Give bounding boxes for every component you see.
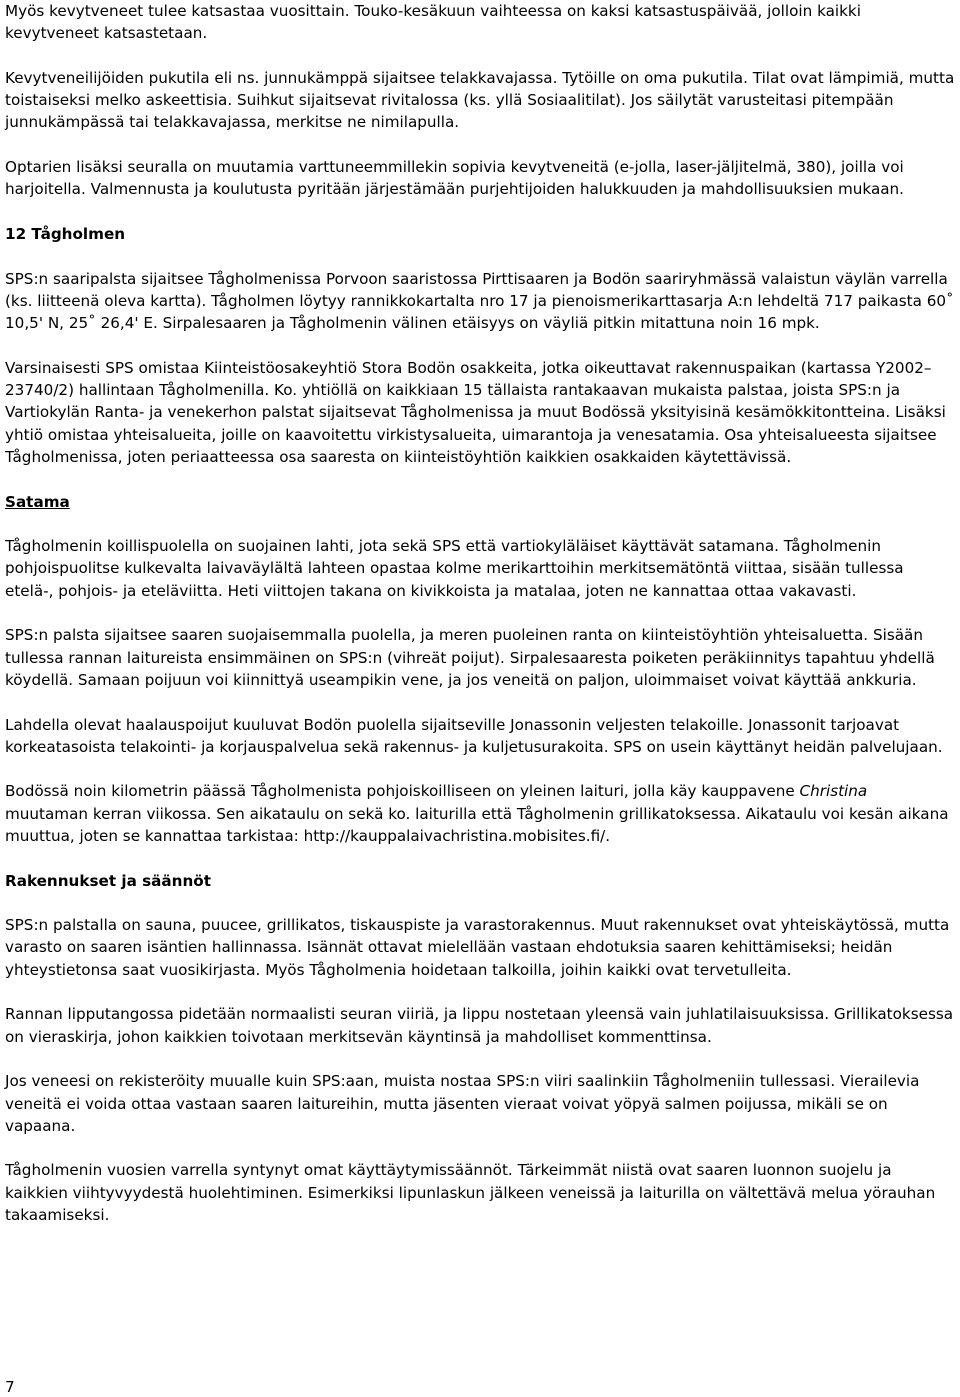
paragraph-satama-lahti: Tågholmenin koillispuolella on suojainen lahti, jota sekä SPS että vartiokyläläiset käyttävät satamana. Tågholmenin pohjoispuolitse kulkevalta laivaväylältä lahteen opastaa kolme merikarttoihin merkitsemätöntä viittaa, sisään tullessa etelä-, pohjois- ja eteläviitta. Heti viittojen takana on kivikkoista ja matalaa, joten ne kannattaa ottaa vakavasti. [5,537,904,600]
paragraph-satama-kauppavene [5,780,955,847]
paragraph-kevytveneet-optarit: Optarien lisäksi seuralla on muutamia varttuneemmillekin sopivia kevytveneitä (e-jolla, laser-jäljitelmä, 380), joilla voi harjoitella. Valmennusta ja koulutusta pyritään järjestämään purjehtijoiden halukkuuden ja mahdollisuuksien mukaan. [5,158,905,199]
paragraph-viiri: Jos veneesi on rekisteröity muualle kuin SPS:aan, muista nostaa SPS:n viiri saalinkiin Tågholmeniin tullessasi. Vierailevia veneitä ei voida ottaa vastaan saaren laitureihin, mutta jäsenten vieraat voivat yöpyä salmen poijussa, mikäli se on vapaana. [5,1072,920,1135]
kauppavene-text-after: muutaman kerran viikossa. Sen aikataulu on sekä ko. laiturilla että Tågholmenin grillikatoksessa. Aikataulu voi kesän aikana muuttua, joten se kannattaa tarkistaa: http://kauppalaivachristina.mobisites.fi/. [5,804,949,845]
boat-name-christina: Christina [799,782,868,801]
kauppavene-text-before: Bodössä noin kilometrin päässä Tågholmenista pohjoiskoilliseen on yleinen laituri, jolla käy kauppavene [5,782,795,801]
section-heading-tagholmen: 12 Tågholmen [5,224,126,243]
paragraph-lipputanko: Rannan lipputangossa pidetään normaalisti seuran viiriä, ja lippu nostetaan yleensä vain juhlatilaisuuksissa. Grillikatoksessa on vieraskirja, johon kaikkien toivotaan merkitsevän käyntinsä ja mahdolliset kommenttinsa. [5,1005,954,1046]
document-page [5,0,955,1226]
page-number: 7 [5,1378,15,1396]
paragraph-tagholmen-sijainti: SPS:n saaripalsta sijaitsee Tågholmenissa Porvoon saaristossa Pirttisaaren ja Bodön saariryhmässä valaistun väylän varrella (ks. liitteenä oleva kartta). Tågholmen löytyy rannikkokartalta nro 17 ja pienoismerikarttasarja A:n lehdeltä 717 paikasta 60˚ 10,5' N, 25˚ 26,4' E. Sirpalesaaren ja Tågholmenin välinen etäisyys on väyliä pitkin mitattuna noin 16 mpk. [5,269,954,333]
paragraph-pukutila: Kevytveneilijöiden pukutila eli ns. junnukämppä sijaitsee telakkavajassa. Tytöille on oma pukutila. Tilat ovat lämpimiä, mutta toistaiseksi melko askeettisia. Suihkut sijaitsevat rivitalossa (ks. yllä Sosiaalitilat). Jos säilytät varusteitasi pitempään junnukämpässä tai telakkavajassa, merkitse ne nimilapulla. [5,68,955,132]
paragraph-satama-palsta: SPS:n palsta sijaitsee saaren suojaisemmalla puolella, ja meren puoleinen ranta on kiinteistöyhtiön yhteisaluetta. Sisään tullessa rannan laitureista ensimmäinen on SPS:n (vihreät poijut). Sirpalesaaresta poiketen peräkiinnitys tapahtuu yhdellä köydellä. Samaan poijuun voi kiinnittyä useampikin vene, ja jos veneitä on paljon, uloimmaiset voivat käyttää ankkuria. [5,626,935,689]
paragraph-tagholmen-omistus: Varsinaisesti SPS omistaa Kiinteistöosakeyhtiö Stora Bodön osakkeita, jotka oikeuttavat rakennuspaikan (kartassa Y2002–23740/2) hallintaan Tågholmenilla. Ko. yhtiöllä on kaikkiaan 15 tällaista rantakaavan mukaista palstaa, joista SPS:n ja Vartiokylän Ranta- ja venekerhon palstat sijaitsevat Tågholmenissa ja muut Bodössä yksityisinä kesämökkitontteina. Lisäksi yhtiö omistaa yhteisalueita, joille on kaavoitettu virkistysalueita, uimarantoja ja venesatamia. Osa yhteisalueesta sijaitsee Tågholmenissa, joten periaatteessa osa saaresta on kiinteistöyhtiön kaikkien osakkaiden käytettävissä. [5,358,946,466]
paragraph-saannot: Tågholmenin vuosien varrella syntynyt omat käyttäytymissäännöt. Tärkeimmät niistä ovat saaren luonnon suojelu ja kaikkien viihtyvyydestä huolehtiminen. Esimerkiksi lipunlaskun jälkeen veneissä ja laiturilla on vältettävä melua yörauhan takaamiseksi. [5,1161,936,1225]
section-heading-satama: Satama [5,492,70,511]
paragraph-rakennukset: SPS:n palstalla on sauna, puucee, grillikatos, tiskauspiste ja varastorakennus. Muut rakennukset ovat yhteiskäytössä, mutta varasto on saaren isäntien hallinnassa. Isännät ottavat mielellään vastaan ehdotuksia saaren kehittämiseksi; heidän yhteystietonsa saat vuosikirjasta. Myös Tågholmenia hoidetaan talkoilla, joihin kaikki ovat tervetulleita. [5,916,950,979]
section-heading-rakennukset: Rakennukset ja säännöt [5,871,211,890]
paragraph-kevytveneet-katsastus: Myös kevytveneet tulee katsastaa vuosittain. Touko-kesäkuun vaihteessa on kaksi katsastuspäivää, jolloin kaikki kevytveneet katsastetaan. [5,2,861,43]
paragraph-satama-telakat: Lahdella olevat haalauspoijut kuuluvat Bodön puolella sijaitseville Jonassonin veljesten telakoille. Jonassonit tarjoavat korkeatasoista telakointi- ja korjauspalvelua sekä rakennus- ja kuljetusurakoita. SPS on usein käyttänyt heidän palvelujaan. [5,715,943,756]
